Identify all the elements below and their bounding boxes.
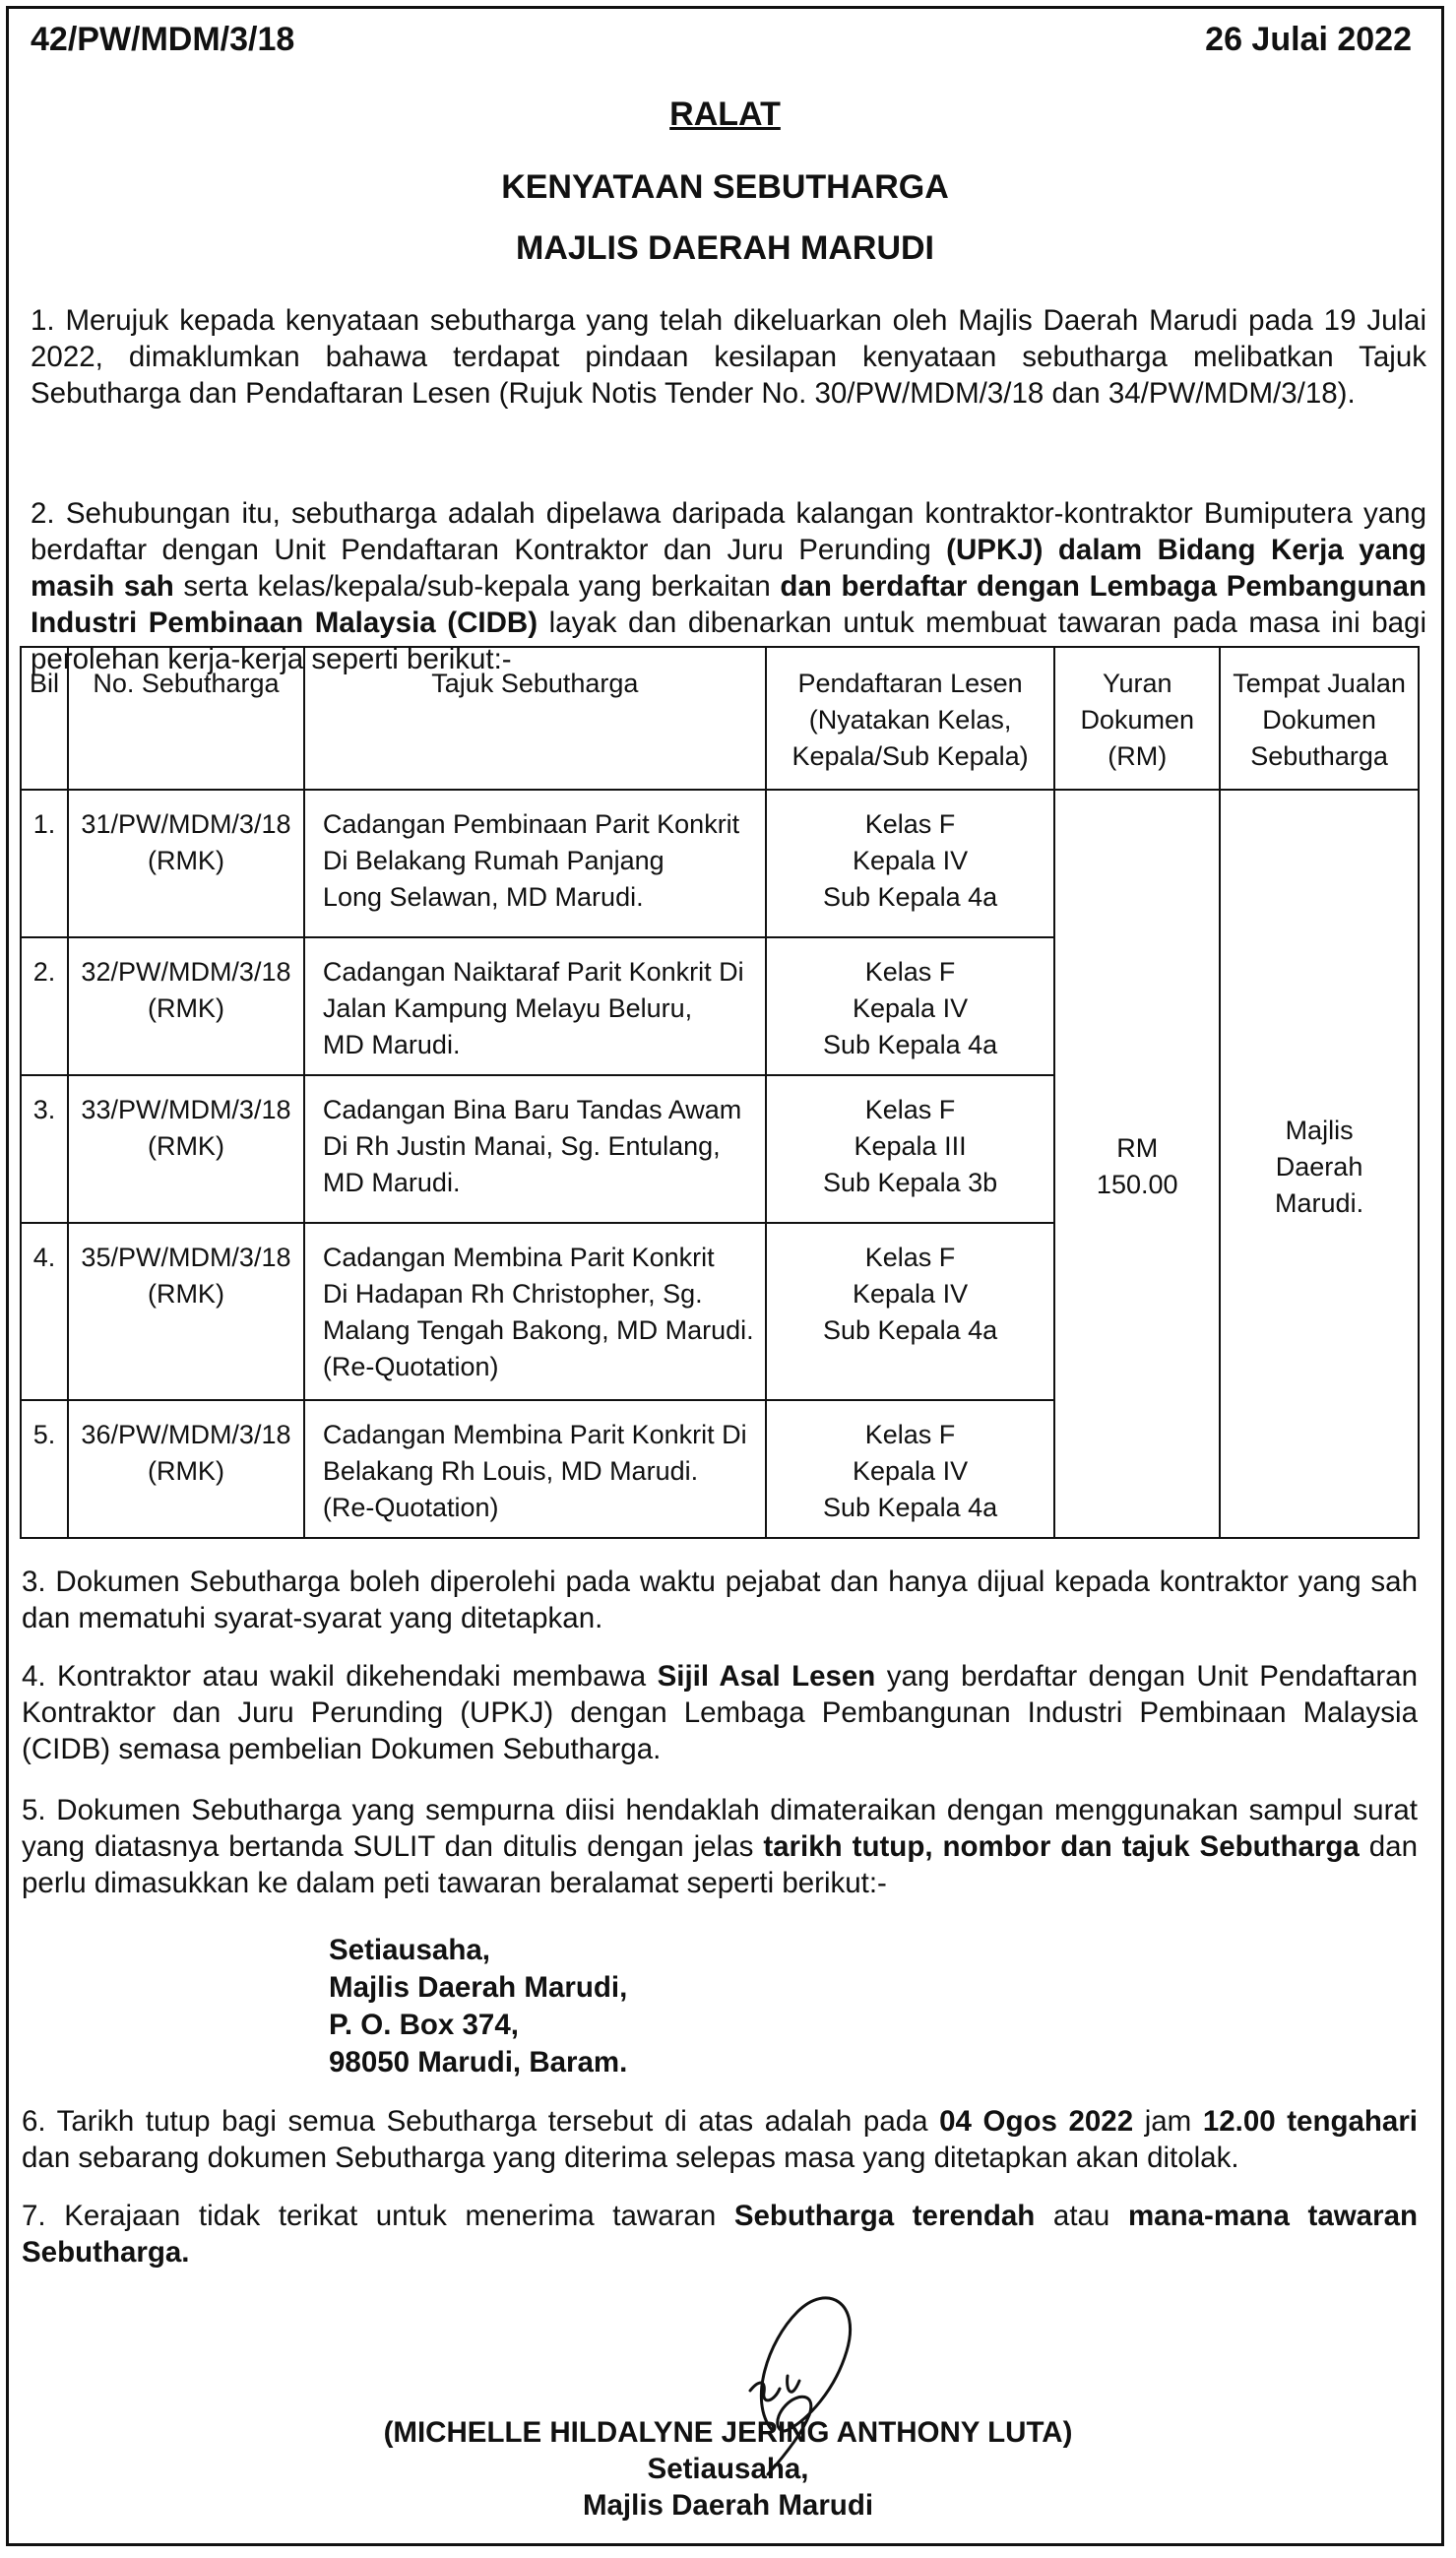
cell-no: 36/PW/MDM/3/18 (RMK): [68, 1400, 304, 1538]
table-row: [21, 790, 1419, 937]
cell-no: 33/PW/MDM/3/18 (RMK): [68, 1075, 304, 1223]
cell-yuran: RM 150.00: [1054, 790, 1220, 1538]
cell-tajuk: Cadangan Membina Parit Konkrit Di Belakang Rh Louis, MD Marudi. (Re-Quotation): [304, 1400, 766, 1538]
address-line: P. O. Box 374,: [329, 2009, 519, 2041]
signatory-block: [0, 2414, 1456, 2524]
header-pendaftaran-lesen: Pendaftaran Lesen (Nyatakan Kelas, Kepala/Sub Kepala): [766, 647, 1055, 790]
signatory-title: Setiausaha,: [647, 2453, 809, 2485]
paragraph-1: 1. Merujuk kepada kenyataan sebutharga yang telah dikeluarkan oleh Majlis Daerah Marudi pada 19 Julai 2022, dimaklumkan bahawa terdapat pindaan kesilapan kenyataan sebutharga melibatkan Tajuk Sebutharga dan Pendaftaran Lesen (Rujuk Notis Tender No. 30/PW/MDM/3/18 dan 34/PW/MDM/3/18).: [31, 304, 1426, 410]
header-tajuk: Tajuk Sebutharga: [304, 647, 766, 790]
notice-date: 26 Julai 2022: [1205, 21, 1412, 58]
paragraph-2: 2. Sehubungan itu, sebutharga adalah dipelawa daripada kalangan kontraktor-kontraktor Bumiputera yang berdaftar dengan Unit Pendaftaran Kontraktor dan Juru Perunding (UPKJ) dalam Bidang Kerja yang masih sah serta kelas/kepala/sub-kepala yang berkaitan dan berdaftar dengan Lembaga Pembangunan Industri Pembinaan Malaysia (CIDB) layak dan dibenarkan untuk membuat tawaran pada masa ini bagi perolehan kerja-kerja seperti berikut:-: [31, 497, 1426, 675]
signatory-org: Majlis Daerah Marudi: [582, 2489, 874, 2522]
header-no-sebutharga: No. Sebutharga: [68, 647, 304, 790]
cell-lesen: Kelas F Kepala IV Sub Kepala 4a: [766, 937, 1055, 1075]
cell-bil: 1.: [21, 790, 68, 937]
cell-no: 35/PW/MDM/3/18 (RMK): [68, 1223, 304, 1400]
cell-bil: 4.: [21, 1223, 68, 1400]
cell-tajuk: Cadangan Pembinaan Parit Konkrit Di Belakang Rumah Panjang Long Selawan, MD Marudi.: [304, 790, 766, 937]
paragraph-4: 4. Kontraktor atau wakil dikehendaki membawa Sijil Asal Lesen yang berdaftar dengan Unit Pendaftaran Kontraktor dan Juru Perunding (UPKJ) dengan Lembaga Pembangunan Industri Pembinaan Malaysia (CIDB) semasa pembelian Dokumen Sebutharga.: [22, 1660, 1418, 1765]
title-majlis: MAJLIS DAERAH MARUDI: [516, 229, 934, 267]
paragraph-3: 3. Dokumen Sebutharga boleh diperolehi pada waktu pejabat dan hanya dijual kepada kontraktor yang sah dan mematuhi syarat-syarat yang ditetapkan.: [22, 1566, 1418, 1634]
table-header-row: [21, 647, 1419, 790]
cell-bil: 3.: [21, 1075, 68, 1223]
title-ralat: RALAT: [669, 96, 781, 133]
address-line: Majlis Daerah Marudi,: [329, 1971, 628, 2004]
header-tempat-jualan: Tempat Jualan Dokumen Sebutharga: [1220, 647, 1419, 790]
cell-tajuk: Cadangan Naiktaraf Parit Konkrit Di Jalan Kampung Melayu Beluru, MD Marudi.: [304, 937, 766, 1075]
reference-number: 42/PW/MDM/3/18: [31, 21, 295, 58]
header-bil: Bil: [21, 647, 68, 790]
header-yuran: Yuran Dokumen (RM): [1054, 647, 1220, 790]
paragraph-6: 6. Tarikh tutup bagi semua Sebutharga tersebut di atas adalah pada 04 Ogos 2022 jam 12.00 tengahari dan sebarang dokumen Sebutharga yang diterima selepas masa yang ditetapkan akan ditolak.: [22, 2105, 1419, 2174]
paragraph-7: 7. Kerajaan tidak terikat untuk menerima tawaran Sebutharga terendah atau mana-mana tawaran Sebutharga.: [22, 2200, 1418, 2269]
cell-no: 32/PW/MDM/3/18 (RMK): [68, 937, 304, 1075]
paragraph-5: 5. Dokumen Sebutharga yang sempurna diisi hendaklah dimateraikan dengan menggunakan sampul surat yang diatasnya bertanda SULIT dan ditulis dengan jelas tarikh tutup, nombor dan tajuk Sebutharga dan perlu dimasukkan ke dalam peti tawaran beralamat seperti berikut:-: [22, 1794, 1418, 1899]
signatory-name: (MICHELLE HILDALYNE JERING ANTHONY LUTA): [383, 2416, 1073, 2449]
address-line: Setiausaha,: [329, 1934, 490, 1966]
cell-lesen: Kelas F Kepala IV Sub Kepala 4a: [766, 1400, 1055, 1538]
address-line: 98050 Marudi, Baram.: [329, 2046, 628, 2078]
quotation-table: [20, 646, 1420, 1539]
mailing-address: [329, 1932, 627, 2081]
cell-no: 31/PW/MDM/3/18 (RMK): [68, 790, 304, 937]
cell-lesen: Kelas F Kepala IV Sub Kepala 4a: [766, 1223, 1055, 1400]
title-kenyataan: KENYATAAN SEBUTHARGA: [501, 168, 949, 206]
cell-bil: 5.: [21, 1400, 68, 1538]
cell-bil: 2.: [21, 937, 68, 1075]
cell-tajuk: Cadangan Bina Baru Tandas Awam Di Rh Justin Manai, Sg. Entulang, MD Marudi.: [304, 1075, 766, 1223]
cell-tempat-jualan: Majlis Daerah Marudi.: [1220, 790, 1419, 1538]
cell-tajuk: Cadangan Membina Parit Konkrit Di Hadapan Rh Christopher, Sg. Malang Tengah Bakong, MD Marudi. (Re-Quotation): [304, 1223, 766, 1400]
cell-lesen: Kelas F Kepala III Sub Kepala 3b: [766, 1075, 1055, 1223]
cell-lesen: Kelas F Kepala IV Sub Kepala 4a: [766, 790, 1055, 937]
